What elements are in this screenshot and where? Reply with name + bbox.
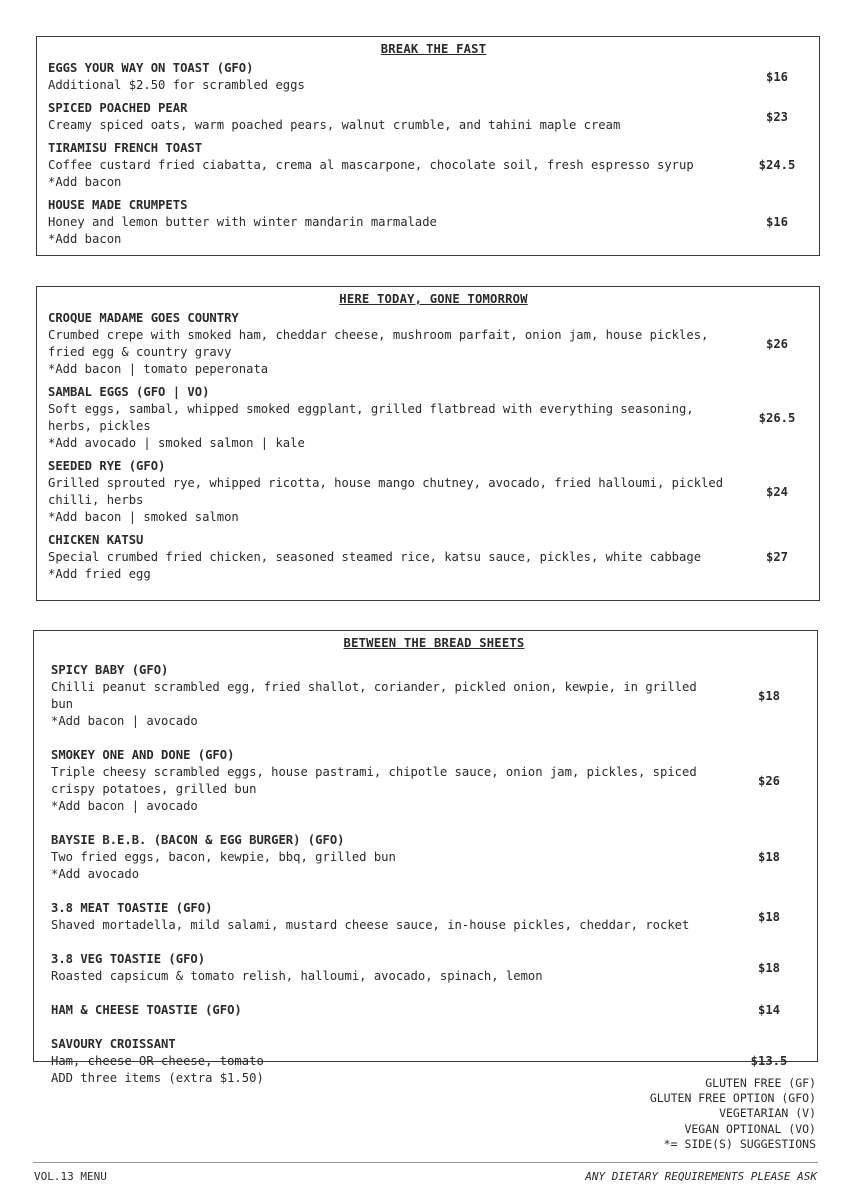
menu-item-price: $26 <box>757 773 780 788</box>
menu-item <box>51 1002 817 1019</box>
menu-item-note: *Add bacon | avocado <box>51 799 198 813</box>
legend-item: GLUTEN FREE (GF) <box>705 1076 816 1090</box>
menu-item-note: *Add bacon | avocado <box>51 714 198 728</box>
section-here-today-gone-tomorrow <box>36 286 820 601</box>
section-title: BETWEEN THE BREAD SHEETS <box>343 636 525 650</box>
menu-item-name: SMOKEY ONE AND DONE (GFO) <box>51 748 235 762</box>
menu-item-details <box>48 60 735 94</box>
section-break-the-fast <box>36 36 820 256</box>
menu-item <box>48 458 819 526</box>
menu-list <box>51 662 817 1087</box>
menu-item-name: 3.8 MEAT TOASTIE (GFO) <box>51 901 213 915</box>
menu-item-name: SAMBAL EGGS (GFO | VO) <box>48 385 210 399</box>
menu-item-note: ADD three items (extra $1.50) <box>51 1071 264 1085</box>
menu-item-price: $26 <box>765 336 788 351</box>
menu-item <box>48 100 819 134</box>
menu-item <box>51 747 817 815</box>
legend-item: VEGAN OPTIONAL (VO) <box>684 1121 816 1136</box>
menu-item-description: Crumbed crepe with smoked ham, cheddar cheese, mushroom parfait, onion jam, house pickles, fried egg & country gravy <box>48 328 709 359</box>
menu-item-description: Coffee custard fried ciabatta, crema al mascarpone, chocolate soil, fresh espresso syrup <box>48 158 694 172</box>
menu-item-name: SAVOURY CROISSANT <box>51 1037 176 1051</box>
menu-item-price: $24 <box>765 484 788 499</box>
menu-list <box>48 310 819 583</box>
footer-dietary-note: ANY DIETARY REQUIREMENTS PLEASE ASK <box>585 1170 817 1183</box>
menu-item-details <box>51 1002 721 1019</box>
menu-item <box>51 900 817 934</box>
section-title: BREAK THE FAST <box>380 42 487 56</box>
menu-item-description: Soft eggs, sambal, whipped smoked eggplant, grilled flatbread with everything seasoning, herbs, pickles <box>48 402 694 433</box>
menu-item-description: Roasted capsicum & tomato relish, halloumi, avocado, spinach, lemon <box>51 969 543 983</box>
menu-item-name: 3.8 VEG TOASTIE (GFO) <box>51 952 206 966</box>
menu-item-description: Shaved mortadella, mild salami, mustard cheese sauce, in-house pickles, cheddar, rocket <box>51 918 690 932</box>
menu-item <box>51 662 817 730</box>
menu-item-name: SPICY BABY (GFO) <box>51 663 169 677</box>
menu-item-name: CHICKEN KATSU <box>48 533 144 547</box>
menu-item-details <box>51 951 721 985</box>
menu-item-price: $26.5 <box>758 410 796 425</box>
menu-item <box>51 951 817 985</box>
menu-item <box>48 532 819 583</box>
menu-item-price: $23 <box>765 109 788 124</box>
menu-item-price: $18 <box>757 688 780 703</box>
menu-item-note: *Add avocado <box>51 867 140 881</box>
menu-item-details <box>48 532 735 583</box>
menu-item-details <box>51 832 721 883</box>
menu-item-details <box>51 900 721 934</box>
menu-item-price: $16 <box>765 69 788 84</box>
menu-item-name: BAYSIE B.E.B. (BACON & EGG BURGER) (GFO) <box>51 833 345 847</box>
menu-item-note: *Add avocado | smoked salmon | kale <box>48 436 305 450</box>
menu-item <box>51 832 817 883</box>
menu-item-note: *Add bacon <box>48 232 122 246</box>
menu-item-note: *Add bacon | tomato peperonata <box>48 362 269 376</box>
menu-item-price: $14 <box>757 1003 780 1017</box>
legend-item: GLUTEN FREE OPTION (GFO) <box>649 1091 816 1106</box>
menu-item-description: Special crumbed fried chicken, seasoned steamed rice, katsu sauce, pickles, white cabbage <box>48 550 702 564</box>
menu-item-description: Triple cheesy scrambled eggs, house pastrami, chipotle sauce, onion jam, pickles, spiced crispy potatoes, grilled bun <box>51 765 697 796</box>
footer-volume: VOL.13 MENU <box>34 1170 107 1183</box>
menu-item-name: SEEDED RYE (GFO) <box>48 459 166 473</box>
menu-item-name: HOUSE MADE CRUMPETS <box>48 198 188 212</box>
menu-item-details <box>51 1036 721 1087</box>
menu-item-description: Ham, cheese OR cheese, tomato <box>51 1054 264 1068</box>
menu-item-price: $27 <box>765 550 788 564</box>
menu-item <box>48 60 819 94</box>
menu-item-details <box>48 197 735 248</box>
menu-item-name: CROQUE MADAME GOES COUNTRY <box>48 311 239 325</box>
menu-item-note: *Add fried egg <box>48 567 151 581</box>
menu-item-description: Two fried eggs, bacon, kewpie, bbq, grilled bun <box>51 850 396 864</box>
menu-item-details <box>48 458 735 526</box>
menu-item-details <box>48 310 735 378</box>
menu-item-name: TIRAMISU FRENCH TOAST <box>48 141 203 155</box>
dietary-legend <box>650 1076 816 1152</box>
menu-item <box>48 140 819 191</box>
menu-item-description: Additional $2.50 for scrambled eggs <box>48 78 305 92</box>
menu-item-note: *Add bacon <box>48 175 122 189</box>
section-title: HERE TODAY, GONE TOMORROW <box>339 292 528 306</box>
menu-item-details <box>48 140 735 191</box>
menu-item-description: Creamy spiced oats, warm poached pears, walnut crumble, and tahini maple cream <box>48 118 621 132</box>
menu-item-description: Honey and lemon butter with winter mandarin marmalade <box>48 215 437 229</box>
menu-item-details <box>51 747 721 815</box>
menu-item-note: *Add bacon | smoked salmon <box>48 510 239 524</box>
menu-item-name: SPICED POACHED PEAR <box>48 101 188 115</box>
menu-item-description: Chilli peanut scrambled egg, fried shallot, coriander, pickled onion, kewpie, in grilled bun <box>51 680 697 711</box>
menu-item <box>48 384 819 452</box>
menu-item <box>48 310 819 378</box>
menu-list <box>48 60 819 248</box>
legend-item: *= SIDE(S) SUGGESTIONS <box>663 1136 816 1151</box>
menu-item-name: HAM & CHEESE TOASTIE (GFO) <box>51 1003 242 1017</box>
menu-item-details <box>51 662 721 730</box>
menu-item-details <box>48 384 735 452</box>
menu-item-price: $18 <box>757 960 780 975</box>
menu-item-price: $18 <box>757 850 780 864</box>
menu-item-price: $24.5 <box>758 158 796 172</box>
legend-item: VEGETARIAN (V) <box>719 1106 816 1121</box>
menu-item-details <box>48 100 735 134</box>
menu-item-price: $13.5 <box>750 1054 788 1068</box>
menu-item-price: $16 <box>765 215 788 229</box>
menu-item-name: EGGS YOUR WAY ON TOAST (GFO) <box>48 61 254 75</box>
menu-item-description: Grilled sprouted rye, whipped ricotta, house mango chutney, avocado, fried halloumi, pickled chilli, herbs <box>48 476 724 507</box>
menu-item-price: $18 <box>757 909 780 924</box>
footer-divider <box>33 1162 818 1163</box>
menu-item <box>48 197 819 248</box>
